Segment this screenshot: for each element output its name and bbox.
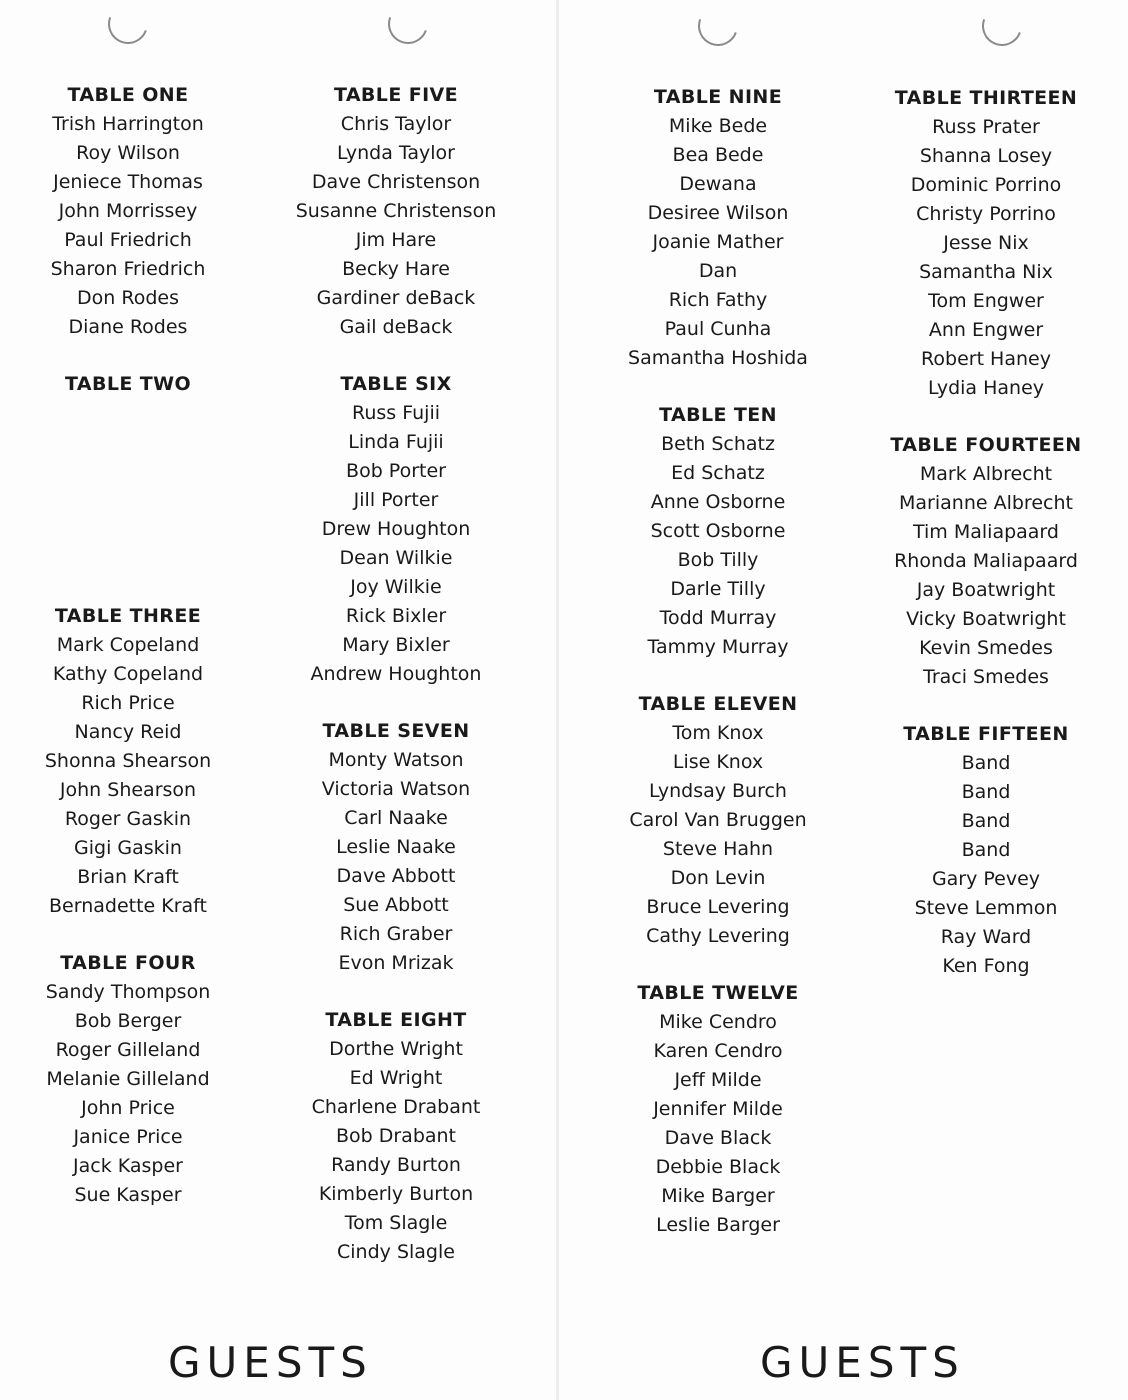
guest-name: Russ Prater [932,116,1040,138]
guest-name: Karen Cendro [653,1040,783,1062]
guest-name: Jay Boatwright [916,579,1056,601]
table-heading: TABLE FIVE [333,84,459,106]
page-footer-title: GUESTS [760,1338,965,1387]
table-block [286,1006,506,1267]
page-footer-title: GUESTS [168,1338,373,1387]
guest-name: Leslie Naake [336,836,456,858]
guest-name: John Morrissey [58,200,198,222]
guest-name: Bob Berger [74,1010,182,1032]
table-block [28,81,228,342]
guest-name: Dewana [679,173,757,195]
guest-name: Kathy Copeland [52,663,204,685]
guest-name: Mark Copeland [56,634,200,656]
guest-name: Monty Watson [328,749,464,771]
guest-name: John Shearson [59,779,197,801]
guest-name: Nancy Reid [74,721,182,743]
guest-name: Shanna Losey [919,145,1053,167]
guest-name: Lydia Haney [927,377,1044,399]
guest-name: Janice Price [73,1126,183,1148]
table-heading: TABLE FOUR [60,952,196,974]
guest-name: Darle Tilly [670,578,766,600]
guest-name: Evon Mrizak [338,952,454,974]
guest-name: Chris Taylor [340,113,452,135]
guest-name: Jill Porter [353,489,439,511]
table-heading: TABLE FIFTEEN [903,723,1069,745]
guest-name: Band [961,781,1011,803]
guest-name: Dominic Porrino [910,174,1062,196]
guest-name: Gardiner deBack [316,287,476,309]
guest-name: Debbie Black [655,1156,781,1178]
guest-name: Susanne Christenson [295,200,497,222]
guest-name: Desiree Wilson [647,202,789,224]
guest-name: Cindy Slagle [337,1241,455,1263]
guest-name: Gigi Gaskin [74,837,182,859]
guest-name: Tammy Murray [647,636,789,658]
table-block [28,602,228,921]
table-block [876,431,1096,692]
guest-name: Vicky Boatwright [906,608,1066,630]
guest-name: Todd Murray [659,607,777,629]
guest-name: Marianne Albrecht [899,492,1073,514]
guest-name: Roy Wilson [76,142,180,164]
guest-name: Samantha Nix [919,261,1053,283]
guest-name: Joanie Mather [652,231,784,253]
seating-column [286,81,506,1267]
seating-column [876,84,1096,981]
table-heading: TABLE FOURTEEN [890,434,1082,456]
table-block [876,720,1096,981]
table-heading: TABLE EIGHT [325,1009,467,1031]
guest-name: Jim Hare [355,229,437,251]
guest-name: Tom Knox [672,722,764,744]
guest-name: Trish Harrington [52,113,204,135]
guest-name: Steve Hahn [662,838,774,860]
table-heading: TABLE NINE [653,86,783,108]
guest-name: Rick Bixler [345,605,447,627]
table-block [613,690,823,951]
guest-name: Gary Pevey [931,868,1041,890]
guest-name: Dorthe Wright [329,1038,463,1060]
table-heading: TABLE TEN [659,404,777,426]
guest-name: Jeff Milde [674,1069,762,1091]
guest-name: Gail deBack [339,316,453,338]
table-block [28,370,228,602]
guest-name: Rich Graber [339,923,453,945]
seating-column [613,83,823,1240]
guest-name: Jack Kasper [73,1155,183,1177]
guest-name: Anne Osborne [650,491,786,513]
guest-name: Becky Hare [342,258,450,280]
guest-name: Mike Cendro [659,1011,777,1033]
guest-name: Robert Haney [921,348,1051,370]
guest-name: Victoria Watson [321,778,471,800]
card-fold-divider [556,0,559,1400]
guest-name: Mike Barger [661,1185,775,1207]
guest-name: Paul Cunha [664,318,772,340]
guest-name: Ed Wright [349,1067,443,1089]
table-heading: TABLE ELEVEN [638,693,798,715]
table-heading: TABLE THIRTEEN [894,87,1078,109]
guest-name: Sandy Thompson [45,981,211,1003]
guest-name: Carol Van Bruggen [629,809,807,831]
table-block [28,949,228,1210]
guest-name: Kevin Smedes [919,637,1053,659]
guest-name: Ray Ward [940,926,1032,948]
table-heading: TABLE TWO [64,373,192,395]
table-block [286,717,506,978]
guest-name: Bob Tilly [677,549,759,571]
guest-name: Rich Price [81,692,175,714]
guest-name: Jennifer Milde [653,1098,783,1120]
guest-name: Christy Porrino [916,203,1056,225]
guest-name: Lise Knox [672,751,764,773]
guest-name: Roger Gaskin [64,808,192,830]
guest-name: Drew Houghton [321,518,471,540]
guest-name: Charlene Drabant [311,1096,481,1118]
guest-name: Cathy Levering [646,925,790,947]
guest-name: Tim Maliapaard [913,521,1059,543]
guest-name: John Price [81,1097,175,1119]
guest-name: Dean Wilkie [339,547,453,569]
guest-name: Mark Albrecht [919,463,1053,485]
guest-name: Mike Bede [668,115,768,137]
table-block [876,84,1096,403]
guest-name: Linda Fujii [348,431,444,453]
table-heading: TABLE ONE [67,84,189,106]
table-heading: TABLE SIX [340,373,452,395]
guest-name: Ann Engwer [928,319,1044,341]
guest-name: Scott Osborne [650,520,786,542]
table-heading: TABLE SEVEN [322,720,470,742]
guest-name: Lyndsay Burch [649,780,787,802]
guest-name: Dave Black [664,1127,772,1149]
table-heading: TABLE TWELVE [637,982,799,1004]
guest-name: Bob Porter [346,460,446,482]
guest-name: Rhonda Maliapaard [894,550,1078,572]
guest-name: Don Rodes [77,287,179,309]
guest-name: Andrew Houghton [310,663,482,685]
guest-name: Bruce Levering [646,896,790,918]
guest-name: Ken Fong [942,955,1030,977]
guest-name: Roger Gilleland [55,1039,201,1061]
guest-name: Sue Kasper [74,1184,182,1206]
guest-name: Samantha Hoshida [628,347,808,369]
guest-name: Randy Burton [331,1154,461,1176]
guest-name: Jeniece Thomas [53,171,203,193]
seating-column [28,81,228,1210]
guest-name: Tom Engwer [928,290,1044,312]
guest-name: Band [961,839,1011,861]
guest-name: Band [961,810,1011,832]
guest-name: Beth Schatz [661,433,775,455]
guest-name: Dan [698,260,738,282]
table-block [613,979,823,1240]
guest-name: Dave Christenson [311,171,481,193]
guest-name: Paul Friedrich [64,229,192,251]
guest-name: Rich Fathy [668,289,768,311]
guest-name: Joy Wilkie [350,576,442,598]
guest-name: Shonna Shearson [44,750,212,772]
guest-name: Jesse Nix [943,232,1029,254]
guest-name: Carl Naake [344,807,448,829]
guest-name: Lynda Taylor [337,142,455,164]
table-heading: TABLE THREE [54,605,202,627]
table-block [286,81,506,342]
guest-name: Kimberly Burton [318,1183,474,1205]
guest-name: Bob Drabant [335,1125,457,1147]
guest-name: Diane Rodes [68,316,188,338]
guest-name: Dave Abbott [336,865,456,887]
guest-name: Bernadette Kraft [49,895,207,917]
guest-name: Tom Slagle [344,1212,448,1234]
guest-name: Russ Fujii [352,402,440,424]
guest-name: Don Levin [670,867,766,889]
guest-name: Band [961,752,1011,774]
guest-name: Bea Bede [672,144,764,166]
table-block [613,401,823,662]
guest-name: Traci Smedes [923,666,1049,688]
guest-name: Sue Abbott [343,894,449,916]
table-block [286,370,506,689]
guest-name: Leslie Barger [656,1214,780,1236]
guest-name: Melanie Gilleland [46,1068,210,1090]
guest-name: Steve Lemmon [914,897,1058,919]
guest-name: Brian Kraft [77,866,179,888]
guest-name: Mary Bixler [342,634,450,656]
table-block [613,83,823,373]
guest-name: Ed Schatz [671,462,765,484]
guest-name: Sharon Friedrich [50,258,206,280]
